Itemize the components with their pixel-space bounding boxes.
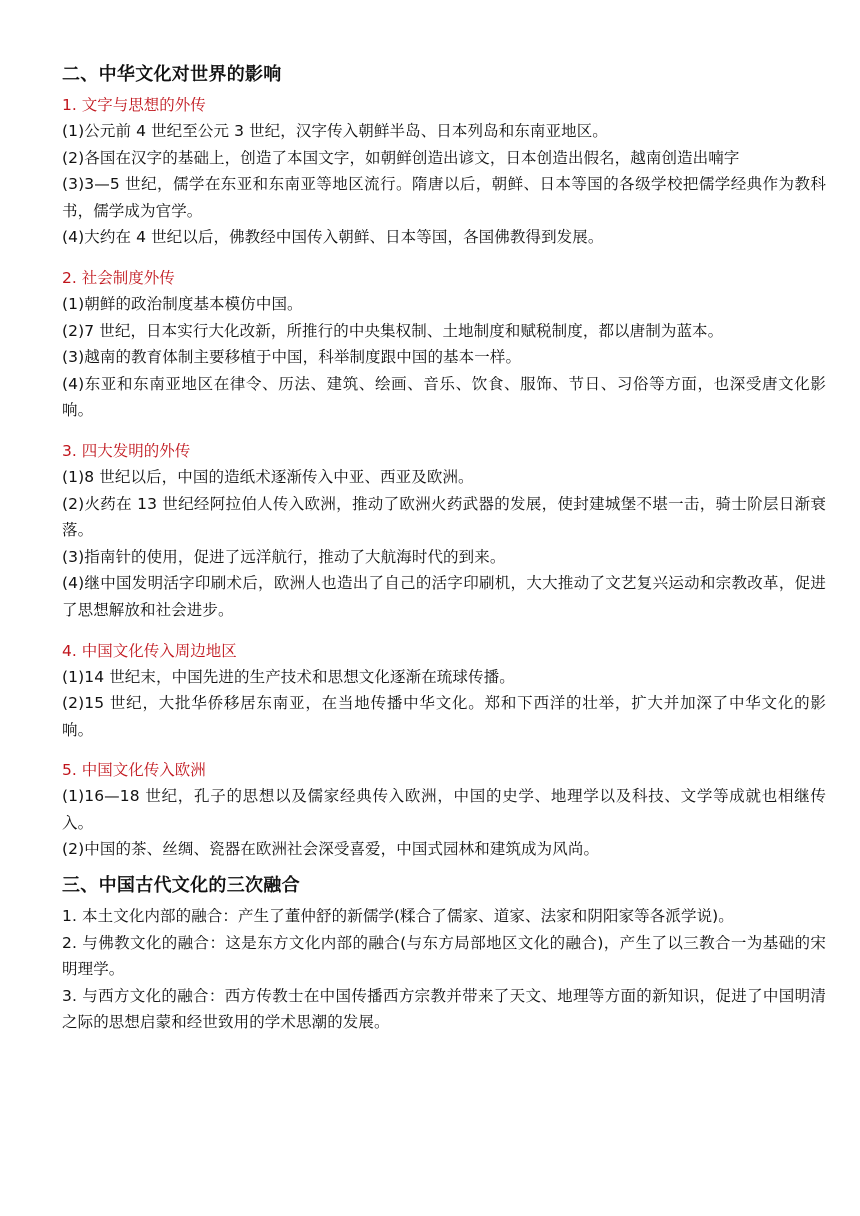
paragraph: (2)各国在汉字的基础上，创造了本国文字，如朝鲜创造出谚文，日本创造出假名，越南创造出喃字 xyxy=(62,148,740,167)
subsection-4-heading: 4. 中国文化传入周边地区 xyxy=(62,641,237,660)
paragraph: 2. 与佛教文化的融合：这是东方文化内部的融合(与东方局部地区文化的融合)，产生了以三教合一为基础的宋明理学。 xyxy=(62,933,826,979)
paragraph: (4)东亚和东南亚地区在律令、历法、建筑、绘画、音乐、饮食、服饰、节日、习俗等方面，也深受唐文化影响。 xyxy=(62,374,826,420)
paragraph: (3)越南的教育体制主要移植于中国，科举制度跟中国的基本一样。 xyxy=(62,348,522,367)
paragraph: (3)3—5 世纪，儒学在东亚和东南亚等地区流行。隋唐以后，朝鲜、日本等国的各级学校把儒学经典作为教科书，儒学成为官学。 xyxy=(62,175,826,220)
paragraph: (4)大约在 4 世纪以后，佛教经中国传入朝鲜、日本等国，各国佛教得到发展。 xyxy=(62,228,604,247)
subsection-1-heading: 1. 文字与思想的外传 xyxy=(62,96,206,114)
section-2-title: 二、中华文化对世界的影响 xyxy=(62,64,282,85)
section-3-title: 三、中国古代文化的三次融合 xyxy=(62,875,300,897)
paragraph: (1)朝鲜的政治制度基本模仿中国。 xyxy=(62,294,303,313)
paragraph: (4)继中国发明活字印刷术后，欧洲人也造出了自己的活字印刷机，大大推动了文艺复兴运动和宗教改革，促进了思想解放和社会进步。 xyxy=(62,574,826,619)
paragraph: (1)16—18 世纪，孔子的思想以及儒家经典传入欧洲，中国的史学、地理学以及科技、文学等成就也相继传入。 xyxy=(62,787,826,832)
paragraph: (2)7 世纪，日本实行大化改新，所推行的中央集权制、土地制度和赋税制度，都以唐制为蓝本。 xyxy=(62,321,724,340)
paragraph: (1)14 世纪末，中国先进的生产技术和思想文化逐渐在琉球传播。 xyxy=(62,667,515,686)
subsection-2 xyxy=(62,265,826,424)
document-page xyxy=(62,58,826,1036)
paragraph: 1. 本土文化内部的融合：产生了董仲舒的新儒学(糅合了儒家、道家、法家和阴阳家等各派学说)。 xyxy=(62,907,734,926)
subsection-1 xyxy=(62,92,826,251)
section-3-body xyxy=(62,903,826,1036)
subsection-5 xyxy=(62,757,826,863)
subsection-2-heading: 2. 社会制度外传 xyxy=(62,268,175,287)
paragraph: (2)火药在 13 世纪经阿拉伯人传入欧洲，推动了欧洲火药武器的发展，使封建城堡不堪一击，骑士阶层日渐衰落。 xyxy=(62,494,826,540)
paragraph: (1)公元前 4 世纪至公元 3 世纪，汉字传入朝鲜半岛、日本列岛和东南亚地区。 xyxy=(62,122,608,140)
paragraph: (2)中国的茶、丝绸、瓷器在欧洲社会深受喜爱，中国式园林和建筑成为风尚。 xyxy=(62,840,600,859)
paragraph: (3)指南针的使用，促进了远洋航行，推动了大航海时代的到来。 xyxy=(62,547,506,566)
paragraph: (2)15 世纪，大批华侨移居东南亚，在当地传播中华文化。郑和下西洋的壮举，扩大并加深了中华文化的影响。 xyxy=(62,694,826,739)
subsection-3 xyxy=(62,438,826,624)
subsection-4 xyxy=(62,638,826,744)
paragraph: (1)8 世纪以后，中国的造纸术逐渐传入中亚、西亚及欧洲。 xyxy=(62,467,474,486)
subsection-3-heading: 3. 四大发明的外传 xyxy=(62,441,191,460)
paragraph: 3. 与西方文化的融合：西方传教士在中国传播西方宗教并带来了天文、地理等方面的新知识，促进了中国明清之际的思想启蒙和经世致用的学术思潮的发展。 xyxy=(62,986,826,1032)
subsection-5-heading: 5. 中国文化传入欧洲 xyxy=(62,761,206,780)
